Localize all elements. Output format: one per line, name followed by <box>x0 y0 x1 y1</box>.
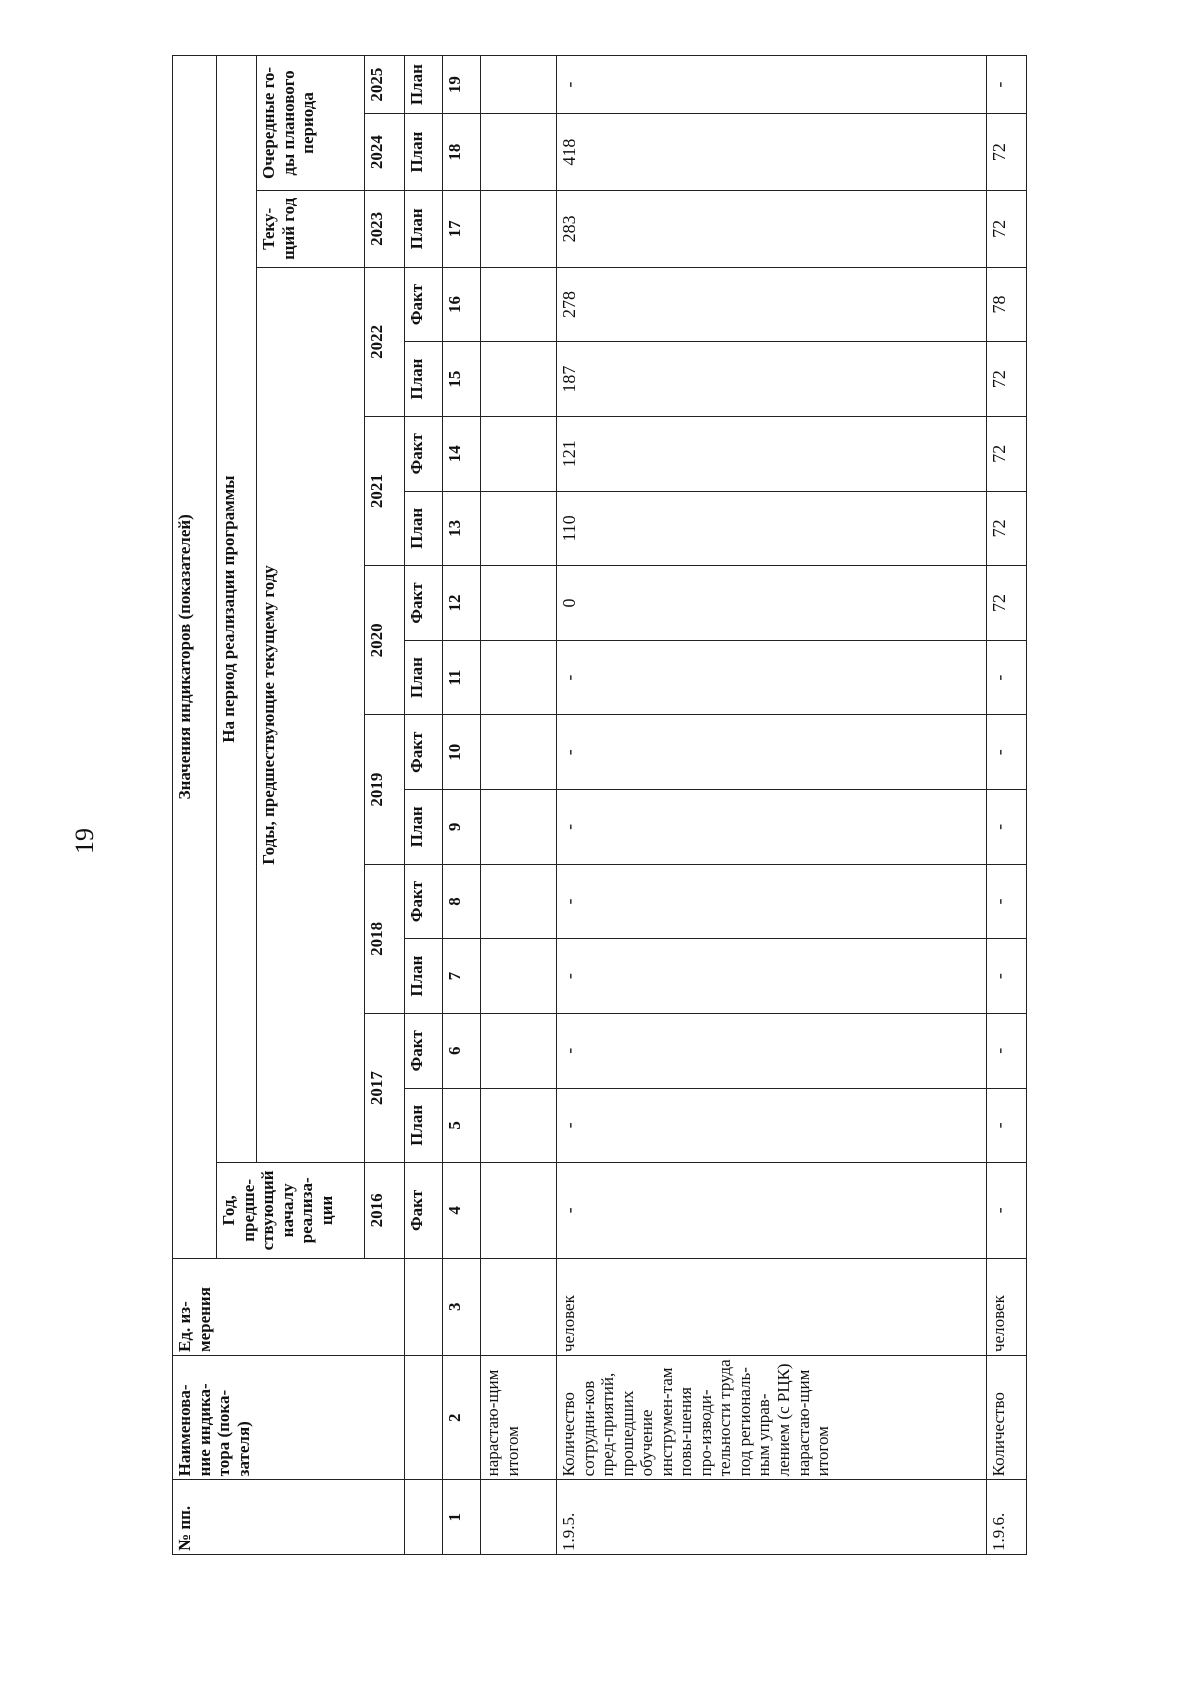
year-2019: 2019 <box>365 715 405 864</box>
header-indicator-name: Наименова-ние индика-тора (пока-зателя) <box>173 1355 405 1479</box>
indicators-table <box>172 55 1027 1555</box>
value-cell <box>481 114 557 191</box>
value-cell: - <box>987 939 1027 1014</box>
header-no: № пп. <box>173 1480 405 1555</box>
col-number: 12 <box>443 566 481 641</box>
value-cell <box>481 864 557 939</box>
row-number: 1.9.5. <box>557 1480 987 1555</box>
value-cell <box>481 715 557 790</box>
value-cell: - <box>557 1163 987 1258</box>
year-2021: 2021 <box>365 416 405 565</box>
col-number: 8 <box>443 864 481 939</box>
value-cell: 72 <box>987 342 1027 417</box>
subheader-plan-2019: План <box>405 790 443 865</box>
subheader-plan-2018: План <box>405 939 443 1014</box>
value-cell: - <box>987 1088 1027 1163</box>
col-number: 16 <box>443 267 481 342</box>
subheader-plan-2025: План <box>405 56 443 114</box>
year-2022: 2022 <box>365 267 405 416</box>
col-number: 15 <box>443 342 481 417</box>
subheader-plan-2023: План <box>405 190 443 267</box>
subheader-plan-2020: План <box>405 640 443 715</box>
value-cell: 72 <box>987 190 1027 267</box>
col-number: 7 <box>443 939 481 1014</box>
subheader-plan-2024: План <box>405 114 443 191</box>
col-number: 3 <box>443 1258 481 1355</box>
value-cell: - <box>557 640 987 715</box>
value-cell: - <box>987 790 1027 865</box>
value-cell: 278 <box>557 267 987 342</box>
row-number: 1.9.6. <box>987 1480 1027 1555</box>
table-row <box>557 56 987 1555</box>
value-cell: 72 <box>987 491 1027 566</box>
year-2018: 2018 <box>365 864 405 1013</box>
unit <box>481 1258 557 1355</box>
value-cell: - <box>987 56 1027 114</box>
row-number <box>481 1480 557 1555</box>
subheader-fact-2017: Факт <box>405 1013 443 1088</box>
col-number: 1 <box>443 1480 481 1555</box>
subheader-plan-2021: План <box>405 491 443 566</box>
col-number: 17 <box>443 190 481 267</box>
value-cell: 283 <box>557 190 987 267</box>
subheader-fact-2018: Факт <box>405 864 443 939</box>
value-cell: - <box>557 864 987 939</box>
value-cell <box>481 1013 557 1088</box>
value-cell: - <box>557 1013 987 1088</box>
table-row <box>987 56 1027 1555</box>
value-cell: - <box>557 939 987 1014</box>
value-cell: - <box>987 1163 1027 1258</box>
table-row <box>481 56 557 1555</box>
value-cell: - <box>557 56 987 114</box>
col-number: 5 <box>443 1088 481 1163</box>
subheader-plan-2022: План <box>405 342 443 417</box>
value-cell <box>481 939 557 1014</box>
value-cell <box>481 790 557 865</box>
value-cell: - <box>987 715 1027 790</box>
year-2016: 2016 <box>365 1163 405 1258</box>
subheader-empty-1 <box>405 1480 443 1555</box>
value-cell <box>481 1163 557 1258</box>
value-cell: 72 <box>987 416 1027 491</box>
unit: человек <box>557 1258 987 1355</box>
value-cell <box>481 342 557 417</box>
subheader-empty-2 <box>405 1355 443 1479</box>
value-cell: - <box>557 715 987 790</box>
subheader-fact-2021: Факт <box>405 416 443 491</box>
subheader-fact-2016: Факт <box>405 1163 443 1258</box>
value-cell <box>481 1088 557 1163</box>
year-2017: 2017 <box>365 1013 405 1162</box>
header-next-years: Очередные го-ды планового периода <box>257 56 365 191</box>
header-prev-years: Годы, предшествующие текущему году <box>257 267 365 1163</box>
subheader-fact-2022: Факт <box>405 267 443 342</box>
col-number: 10 <box>443 715 481 790</box>
subheader-plan-2017: План <box>405 1088 443 1163</box>
header-period: На период реализации программы <box>217 56 257 1163</box>
value-cell <box>481 491 557 566</box>
subheader-fact-2020: Факт <box>405 566 443 641</box>
col-number: 11 <box>443 640 481 715</box>
col-number: 2 <box>443 1355 481 1479</box>
subheader-fact-2019: Факт <box>405 715 443 790</box>
value-cell <box>481 640 557 715</box>
value-cell: 78 <box>987 267 1027 342</box>
page-number: 19 <box>70 828 99 854</box>
indicator-name: Количество сотрудни-ков пред-приятий, прошедших обучение инструмен-там повы-шения про-изводи-тельности труда под региональ-ным управ-лением (с РЦК) нарастаю-щим итогом <box>557 1355 987 1479</box>
value-cell <box>481 416 557 491</box>
col-number: 14 <box>443 416 481 491</box>
value-cell <box>481 190 557 267</box>
value-cell: 0 <box>557 566 987 641</box>
col-number: 4 <box>443 1163 481 1258</box>
year-2025: 2025 <box>365 56 405 114</box>
value-cell: 418 <box>557 114 987 191</box>
col-number: 13 <box>443 491 481 566</box>
value-cell <box>481 267 557 342</box>
header-prior-year: Год, предше-ствующий началу реализа-ции <box>217 1163 365 1258</box>
value-cell: - <box>557 790 987 865</box>
indicator-name: нарастаю-щим итогом <box>481 1355 557 1479</box>
value-cell: - <box>987 864 1027 939</box>
year-2020: 2020 <box>365 566 405 715</box>
year-2024: 2024 <box>365 114 405 191</box>
value-cell: - <box>557 1088 987 1163</box>
value-cell: 110 <box>557 491 987 566</box>
year-2023: 2023 <box>365 190 405 267</box>
value-cell: 72 <box>987 566 1027 641</box>
indicator-name: Количество <box>987 1355 1027 1479</box>
col-number: 18 <box>443 114 481 191</box>
subheader-empty-3 <box>405 1258 443 1355</box>
col-number: 6 <box>443 1013 481 1088</box>
unit: человек <box>987 1258 1027 1355</box>
header-current-year: Теку-щий год <box>257 190 365 267</box>
col-number: 9 <box>443 790 481 865</box>
value-cell: 187 <box>557 342 987 417</box>
value-cell: - <box>987 1013 1027 1088</box>
col-number: 19 <box>443 56 481 114</box>
header-values: Значения индикаторов (показателей) <box>173 56 217 1259</box>
value-cell <box>481 566 557 641</box>
header-unit: Ед. из-мерения <box>173 1258 405 1355</box>
value-cell <box>481 56 557 114</box>
rotated-table-wrapper <box>172 55 1172 1555</box>
value-cell: 121 <box>557 416 987 491</box>
value-cell: - <box>987 640 1027 715</box>
value-cell: 72 <box>987 114 1027 191</box>
